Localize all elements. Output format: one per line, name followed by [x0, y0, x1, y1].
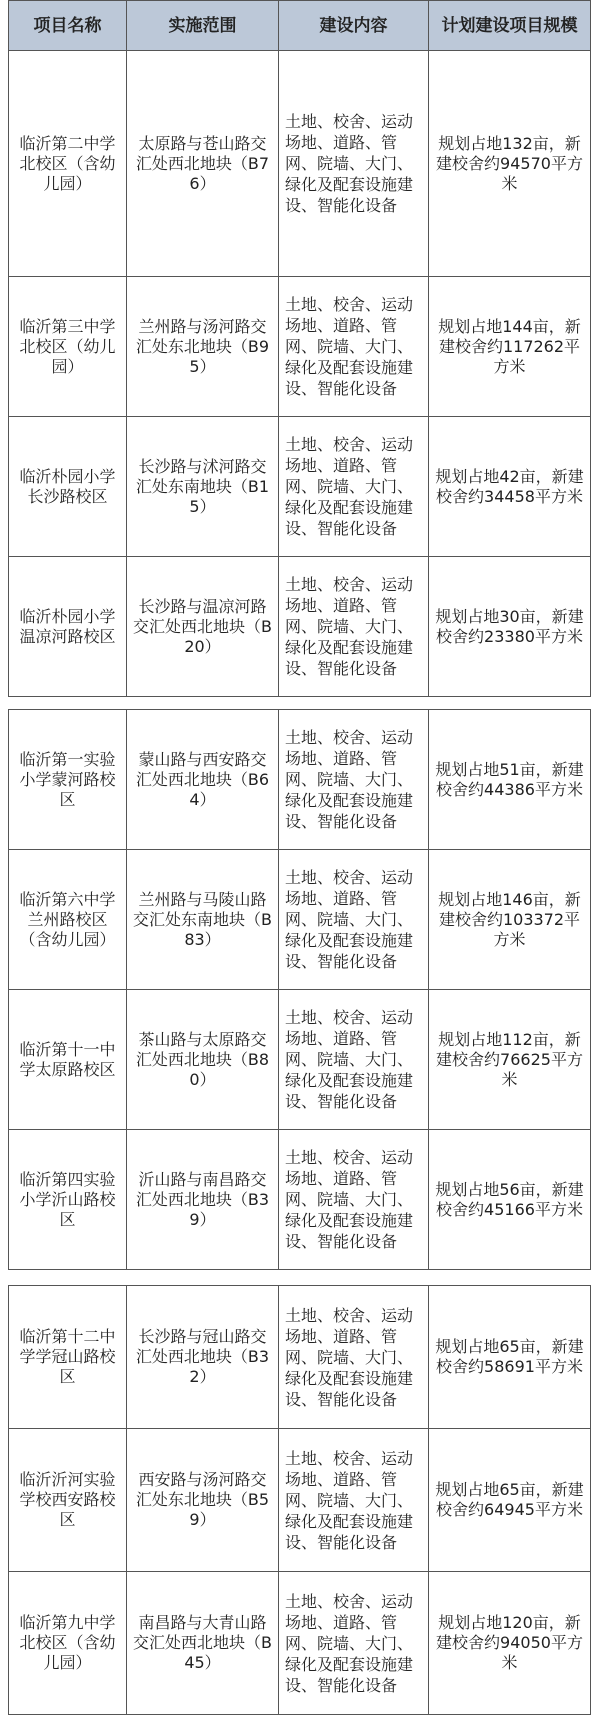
content-cell: 土地、校舍、运动场地、道路、管网、院墙、大门、绿化及配套设施建设、智能化设备: [279, 710, 429, 850]
project-name-cell: 临沂第六中学兰州路校区（含幼儿园）: [9, 850, 127, 990]
table-row: [9, 710, 591, 850]
scale-cell: 规划占地132亩，新建校舍约94570平方米: [429, 51, 591, 277]
scope-cell: 长沙路与沭河路交汇处东南地块（B15）: [127, 417, 279, 557]
table-row: [9, 557, 591, 697]
scope-cell: 太原路与苍山路交汇处西北地块（B76）: [127, 51, 279, 277]
content-cell: 土地、校舍、运动场地、道路、管网、院墙、大门、绿化及配套设施建设、智能化设备: [279, 1286, 429, 1429]
project-name-cell: 临沂第十一中学太原路校区: [9, 990, 127, 1130]
scope-cell: 南昌路与大青山路交汇处西北地块（B45）: [127, 1572, 279, 1715]
content-cell: 土地、校舍、运动场地、道路、管网、院墙、大门、绿化及配套设施建设、智能化设备: [279, 417, 429, 557]
scale-cell: 规划占地30亩，新建校舍约23380平方米: [429, 557, 591, 697]
content-cell: 土地、校舍、运动场地、道路、管网、院墙、大门、绿化及配套设施建设、智能化设备: [279, 990, 429, 1130]
header-scale: 计划建设项目规模: [429, 1, 591, 51]
scope-cell: 茶山路与太原路交汇处西北地块（B80）: [127, 990, 279, 1130]
project-table-section-3: [8, 1285, 591, 1715]
table-row: [9, 1572, 591, 1715]
table-row: [9, 1130, 591, 1270]
project-name-cell: 临沂朴园小学长沙路校区: [9, 417, 127, 557]
project-table-section-2: [8, 709, 591, 1270]
project-name-cell: 临沂第九中学北校区（含幼儿园）: [9, 1572, 127, 1715]
scale-cell: 规划占地146亩，新建校舍约103372平方米: [429, 850, 591, 990]
scope-cell: 兰州路与汤河路交汇处东北地块（B95）: [127, 277, 279, 417]
table-row: [9, 277, 591, 417]
section-gap: [0, 697, 600, 709]
section-gap: [0, 1273, 600, 1285]
content-cell: 土地、校舍、运动场地、道路、管网、院墙、大门、绿化及配套设施建设、智能化设备: [279, 1429, 429, 1572]
scope-cell: 兰州路与马陵山路交汇处东南地块（B83）: [127, 850, 279, 990]
project-name-cell: 临沂朴园小学温凉河路校区: [9, 557, 127, 697]
header-scope: 实施范围: [127, 1, 279, 51]
scope-cell: 长沙路与冠山路交汇处西北地块（B32）: [127, 1286, 279, 1429]
project-name-cell: 临沂第三中学北校区（幼儿园）: [9, 277, 127, 417]
header-row: [9, 1, 591, 51]
content-cell: 土地、校舍、运动场地、道路、管网、院墙、大门、绿化及配套设施建设、智能化设备: [279, 51, 429, 277]
content-cell: 土地、校舍、运动场地、道路、管网、院墙、大门、绿化及配套设施建设、智能化设备: [279, 1572, 429, 1715]
scale-cell: 规划占地56亩，新建校舍约45166平方米: [429, 1130, 591, 1270]
table-row: [9, 850, 591, 990]
project-name-cell: 临沂第四实验小学沂山路校区: [9, 1130, 127, 1270]
content-cell: 土地、校舍、运动场地、道路、管网、院墙、大门、绿化及配套设施建设、智能化设备: [279, 850, 429, 990]
content-cell: 土地、校舍、运动场地、道路、管网、院墙、大门、绿化及配套设施建设、智能化设备: [279, 557, 429, 697]
scope-cell: 长沙路与温凉河路交汇处西北地块（B20）: [127, 557, 279, 697]
content-cell: 土地、校舍、运动场地、道路、管网、院墙、大门、绿化及配套设施建设、智能化设备: [279, 1130, 429, 1270]
project-name-cell: 临沂第一实验小学蒙河路校区: [9, 710, 127, 850]
scale-cell: 规划占地42亩，新建校舍约34458平方米: [429, 417, 591, 557]
scope-cell: 沂山路与南昌路交汇处西北地块（B39）: [127, 1130, 279, 1270]
scale-cell: 规划占地120亩，新建校舍约94050平方米: [429, 1572, 591, 1715]
content-cell: 土地、校舍、运动场地、道路、管网、院墙、大门、绿化及配套设施建设、智能化设备: [279, 277, 429, 417]
scale-cell: 规划占地144亩，新建校舍约117262平方米: [429, 277, 591, 417]
table-row: [9, 417, 591, 557]
scale-cell: 规划占地51亩，新建校舍约44386平方米: [429, 710, 591, 850]
scale-cell: 规划占地112亩，新建校舍约76625平方米: [429, 990, 591, 1130]
table-row: [9, 990, 591, 1130]
header-project-name: 项目名称: [9, 1, 127, 51]
header-content: 建设内容: [279, 1, 429, 51]
table-row: [9, 1429, 591, 1572]
project-name-cell: 临沂第二中学北校区（含幼儿园）: [9, 51, 127, 277]
project-name-cell: 临沂沂河实验学校西安路校区: [9, 1429, 127, 1572]
scope-cell: 西安路与汤河路交汇处东北地块（B59）: [127, 1429, 279, 1572]
table-row: [9, 1286, 591, 1429]
scale-cell: 规划占地65亩，新建校舍约64945平方米: [429, 1429, 591, 1572]
project-table-section-1: [8, 0, 591, 697]
scope-cell: 蒙山路与西安路交汇处西北地块（B64）: [127, 710, 279, 850]
table-row: [9, 51, 591, 277]
scale-cell: 规划占地65亩，新建校舍约58691平方米: [429, 1286, 591, 1429]
project-name-cell: 临沂第十二中学学冠山路校区: [9, 1286, 127, 1429]
